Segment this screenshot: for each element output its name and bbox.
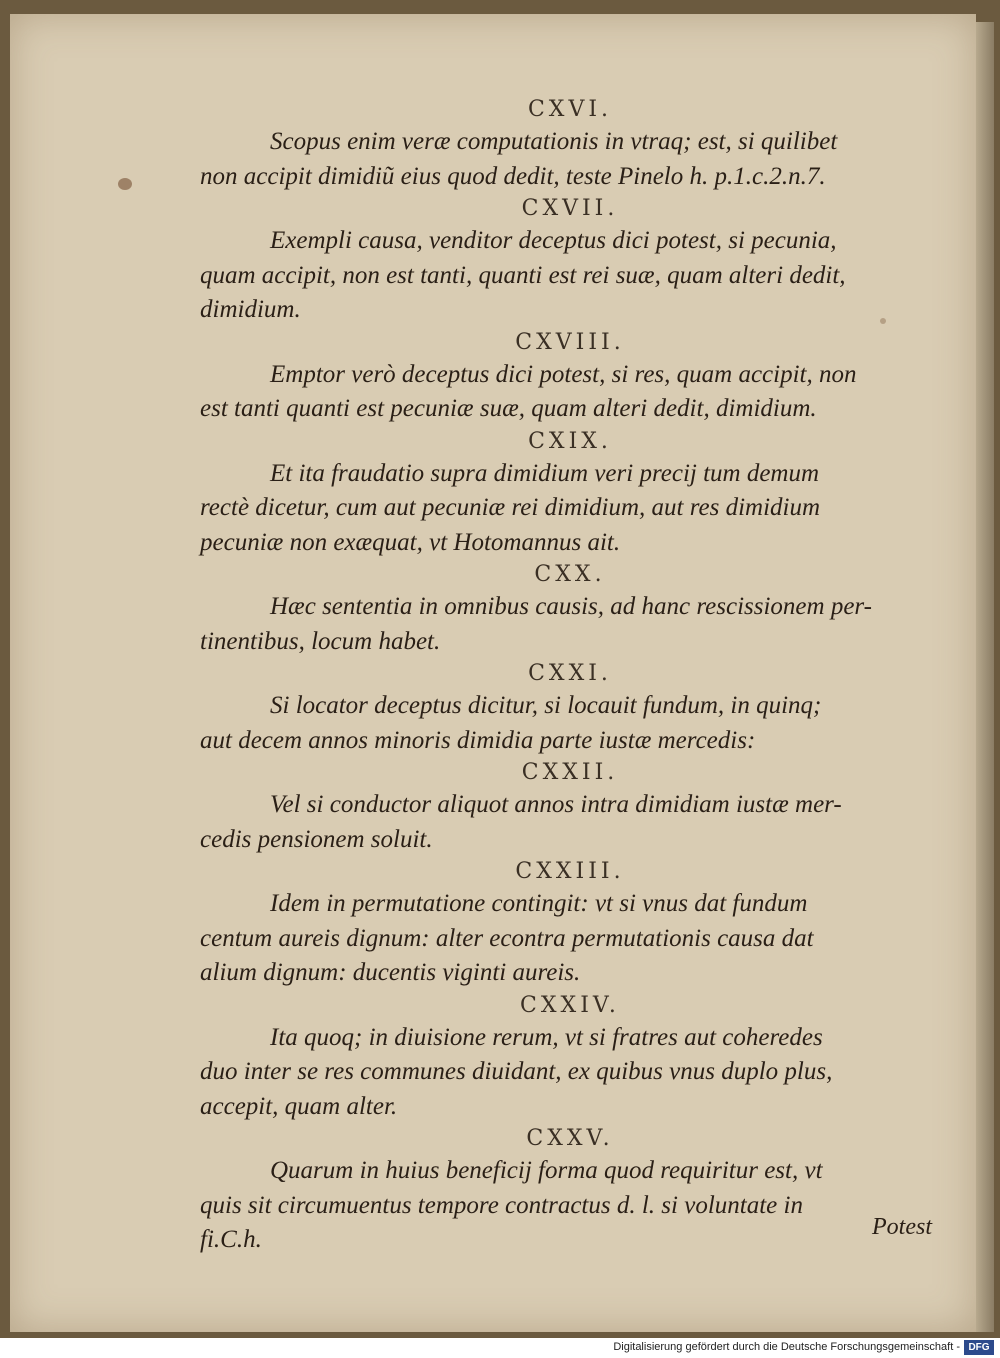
dfg-logo: DFG: [964, 1340, 994, 1355]
text-line: quam accipit, non est tanti, quanti est rei suæ, quam alteri dedit,: [200, 261, 846, 289]
section-paragraph: [200, 887, 940, 991]
section-heading: CXX.: [534, 562, 606, 587]
text-line: cedis pensionem soluit.: [200, 825, 433, 853]
text-line: Vel si conductor aliquot annos intra dimidiam iustæ mer-: [270, 791, 842, 818]
text-line: Exempli causa, venditor deceptus dici potest, si pecunia,: [270, 227, 837, 254]
section-heading: CXXIII.: [515, 859, 625, 884]
text-line: tinentibus, locum habet.: [200, 627, 441, 655]
section-paragraph: [200, 1021, 940, 1125]
text-line: pecuniæ non exæquat, vt Hotomannus ait.: [200, 528, 621, 556]
section-paragraph: [200, 358, 940, 427]
text-line: quis sit circumuentus tempore contractus d. l. si voluntate in: [200, 1191, 803, 1219]
section-paragraph: [200, 788, 940, 857]
section-paragraph: [200, 125, 940, 194]
text-line: Idem in permutatione contingit: vt si vnus dat fundum: [270, 890, 808, 917]
section-paragraph: [200, 689, 940, 758]
text-line: Quarum in huius beneficij forma quod requiritur est, vt: [270, 1157, 823, 1184]
section-paragraph: [200, 590, 940, 659]
footer-bar: [0, 1338, 1000, 1358]
text-line: est tanti quanti est pecuniæ suæ, quam alteri dedit, dimidium.: [200, 395, 817, 422]
text-line: Ita quoq; in diuisione rerum, vt si fratres aut coheredes: [270, 1023, 823, 1051]
section-heading: CXVIII.: [515, 329, 625, 355]
section-paragraph: [200, 1154, 940, 1258]
section-paragraph: [200, 457, 940, 561]
text-line: centum aureis dignum: alter econtra permutationis causa dat: [200, 924, 814, 952]
section-heading: CXIX.: [528, 428, 612, 454]
text-line: rectè dicetur, cum aut pecuniæ rei dimidium, aut res dimidium: [200, 494, 821, 521]
catchword: Potest: [872, 1214, 932, 1240]
text-line: accepit, quam alter.: [200, 1092, 398, 1120]
text-line: Si locator deceptus dicitur, si locauit fundum, in quinq;: [270, 692, 822, 719]
ink-stain: [118, 178, 132, 190]
funding-note: Digitalisierung gefördert durch die Deutsche Forschungsgemeinschaft -: [613, 1341, 960, 1353]
text-line: dimidium.: [200, 296, 301, 323]
page-edge: [976, 22, 994, 1332]
main-text: [200, 95, 940, 1258]
text-line: non accipit dimidiũ eius quod dedit, teste Pinelo h. p.1.c.2.n.7.: [200, 162, 826, 190]
section-heading: CXXII.: [521, 760, 619, 785]
text-line: Scopus enim veræ computationis in vtraq; est, si quilibet: [270, 128, 838, 155]
section-heading: CXXV.: [526, 1126, 614, 1151]
section-heading: CXXI.: [528, 661, 612, 686]
text-line: duo inter se res communes diuidant, ex quibus vnus duplo plus,: [200, 1058, 833, 1085]
section-paragraph: [200, 224, 940, 328]
section-heading: CXVII.: [521, 196, 619, 221]
text-line: aut decem annos minoris dimidia parte iustæ mercedis:: [200, 726, 756, 754]
text-line: Et ita fraudatio supra dimidium veri precij tum demum: [270, 459, 820, 487]
section-heading: CXVI.: [527, 97, 613, 122]
text-line: fi.C.h.: [200, 1226, 262, 1253]
text-line: alium dignum: ducentis viginti aureis.: [200, 959, 581, 986]
text-line: Hæc sententia in omnibus causis, ad hanc rescissionem per-: [270, 593, 872, 620]
section-heading: CXXIV.: [520, 992, 620, 1018]
text-line: Emptor verò deceptus dici potest, si res, quam accipit, non: [270, 360, 857, 388]
